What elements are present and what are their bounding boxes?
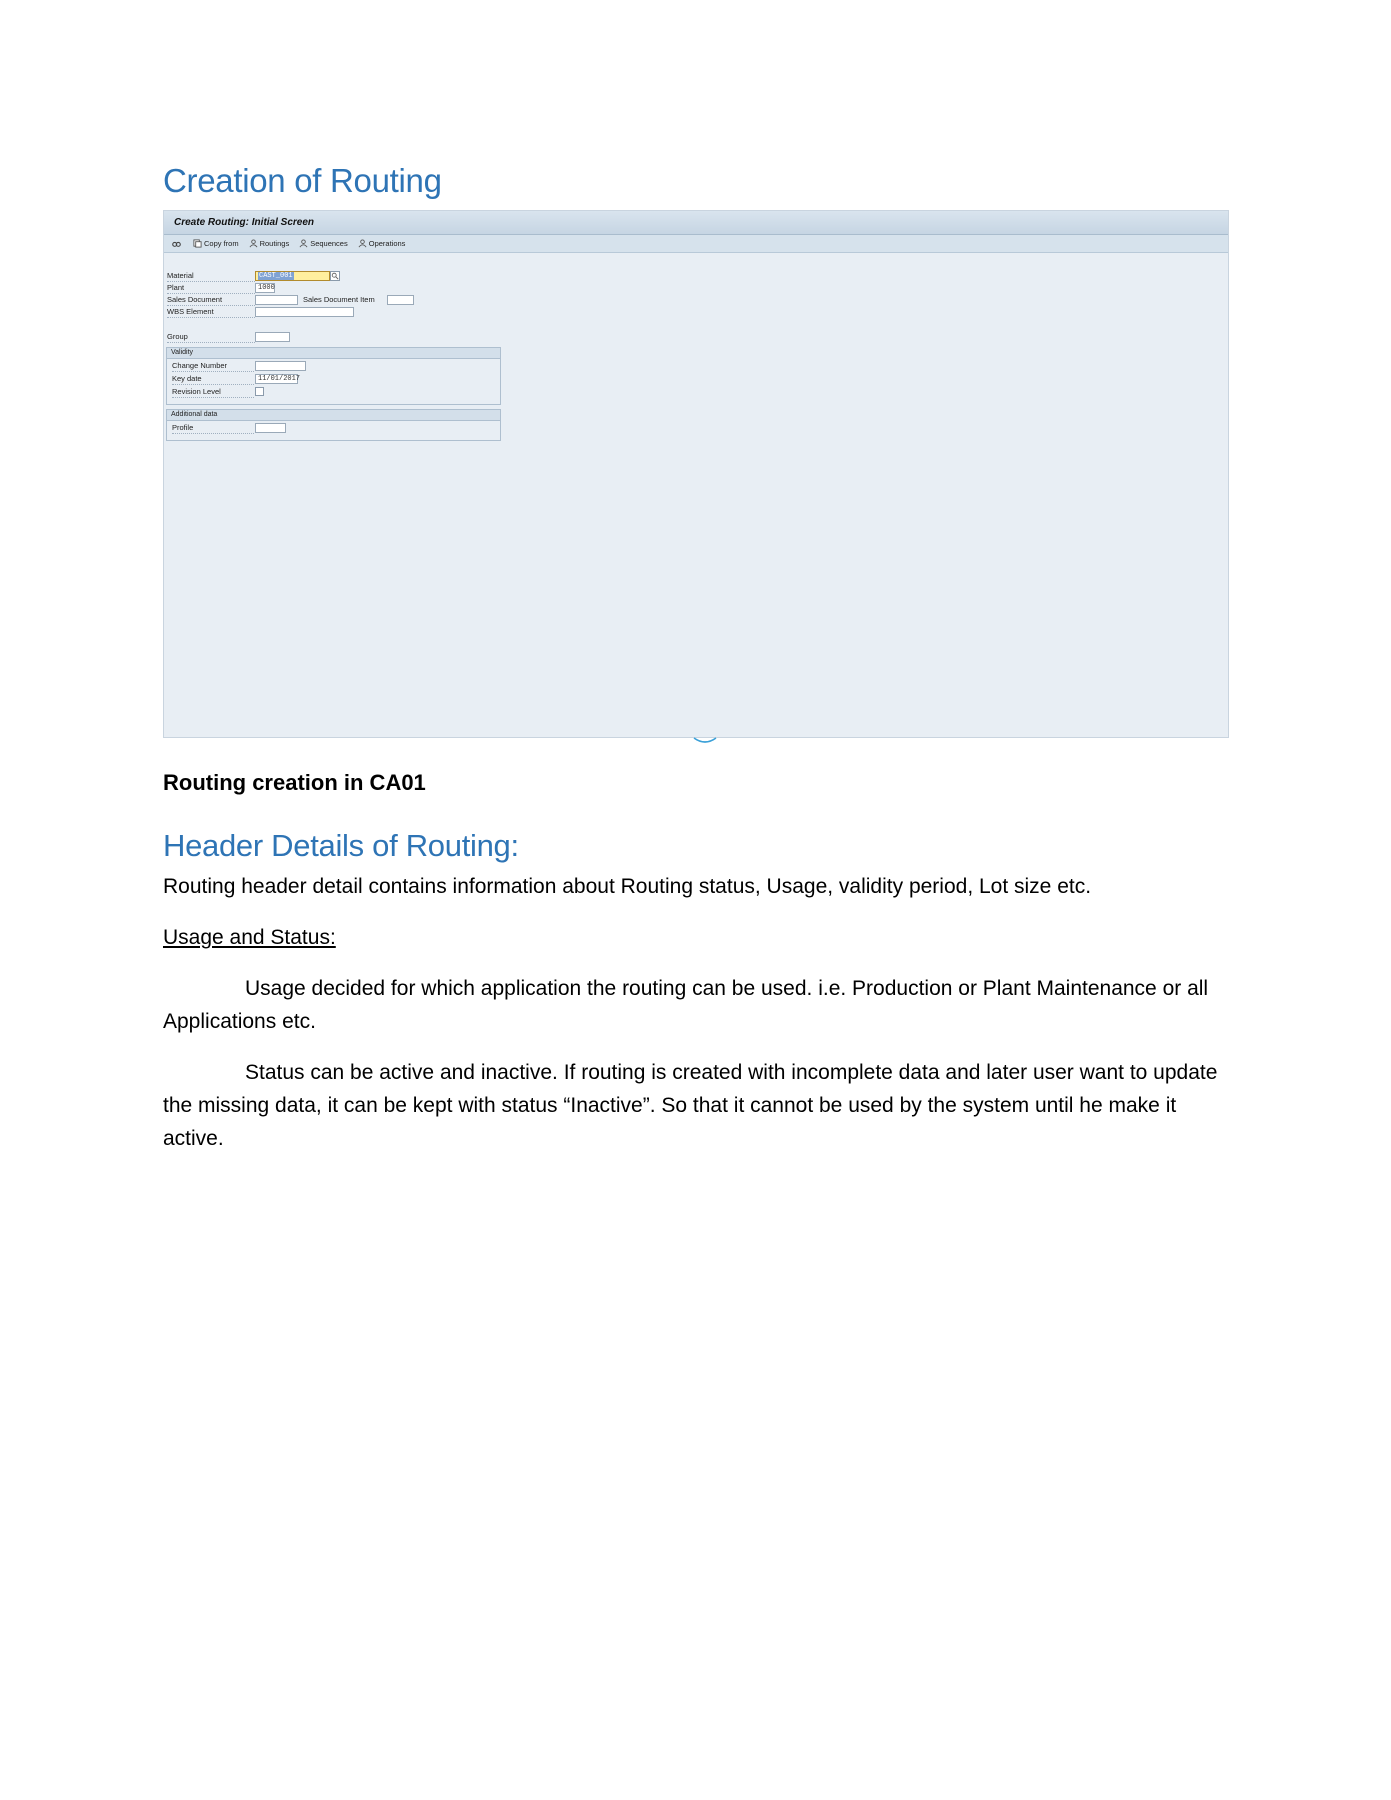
heading-header-details: Header Details of Routing:: [163, 828, 519, 863]
figure-caption: Routing creation in CA01: [163, 770, 426, 795]
revision-level-input[interactable]: [255, 387, 264, 396]
paragraph-usage-text: Usage decided for which application the routing can be used. i.e. Production or Plant Maintenance or all Applications etc.: [163, 977, 1209, 1033]
sap-window-title: Create Routing: Initial Screen: [164, 211, 1228, 235]
person-icon: [299, 239, 308, 248]
profile-input[interactable]: [255, 423, 286, 433]
subheading-usage-status: Usage and Status:: [163, 926, 336, 949]
profile-label: Profile: [172, 423, 254, 434]
change-number-label: Change Number: [172, 361, 254, 372]
wbs-element-label: WBS Element: [167, 307, 255, 318]
sales-document-input[interactable]: [255, 295, 298, 305]
additional-data-group-title: Additional data: [167, 410, 500, 421]
paragraph-header-detail: Routing header detail contains information about Routing status, Usage, validity period, Lot size etc.: [163, 875, 1092, 898]
sales-document-label: Sales Document: [167, 295, 255, 306]
copy-icon: [193, 239, 202, 248]
plant-label: Plant: [167, 283, 255, 294]
sequences-button[interactable]: [299, 239, 348, 248]
heading-creation-of-routing: Creation of Routing: [163, 162, 442, 199]
paragraph-status-text: Status can be active and inactive. If routing is created with incomplete data and later user want to update the missing data, it can be kept with status “Inactive”. So that it cannot be used by the system until he make it active.: [163, 1061, 1218, 1150]
person-icon: [249, 239, 258, 248]
glasses-icon: [172, 239, 181, 248]
sales-document-item-input[interactable]: [387, 295, 414, 305]
routings-button[interactable]: [249, 239, 290, 248]
group-input[interactable]: [255, 332, 290, 342]
paragraph-usage: [163, 972, 1229, 1038]
operations-button[interactable]: [358, 239, 406, 248]
change-number-input[interactable]: [255, 361, 306, 371]
sequences-label: Sequences: [310, 239, 348, 248]
sales-document-item-label: Sales Document Item: [303, 295, 375, 304]
plant-input[interactable]: 1000: [255, 283, 275, 293]
revision-level-label: Revision Level: [172, 387, 254, 398]
material-search-help-button[interactable]: [330, 271, 340, 281]
material-label: Material: [167, 271, 255, 282]
person-icon: [358, 239, 367, 248]
other-routing-button[interactable]: [172, 239, 183, 248]
copy-from-label: Copy from: [204, 239, 239, 248]
operations-label: Operations: [368, 239, 406, 248]
routings-label: Routings: [259, 239, 290, 248]
paragraph-status: [163, 1056, 1229, 1155]
search-icon: [331, 272, 339, 280]
key-date-input[interactable]: 11/01/2017: [255, 374, 298, 384]
group-label: Group: [167, 332, 255, 343]
copy-from-button[interactable]: [193, 239, 239, 248]
material-value: CAST_001: [259, 272, 293, 280]
sap-screenshot: [163, 210, 1229, 738]
material-input[interactable]: [255, 271, 330, 281]
sap-toolbar: [164, 235, 1228, 253]
key-date-label: Key date: [172, 374, 254, 385]
resize-handle-icon: [693, 737, 717, 743]
wbs-element-input[interactable]: [255, 307, 354, 317]
validity-group-title: Validity: [167, 348, 500, 359]
